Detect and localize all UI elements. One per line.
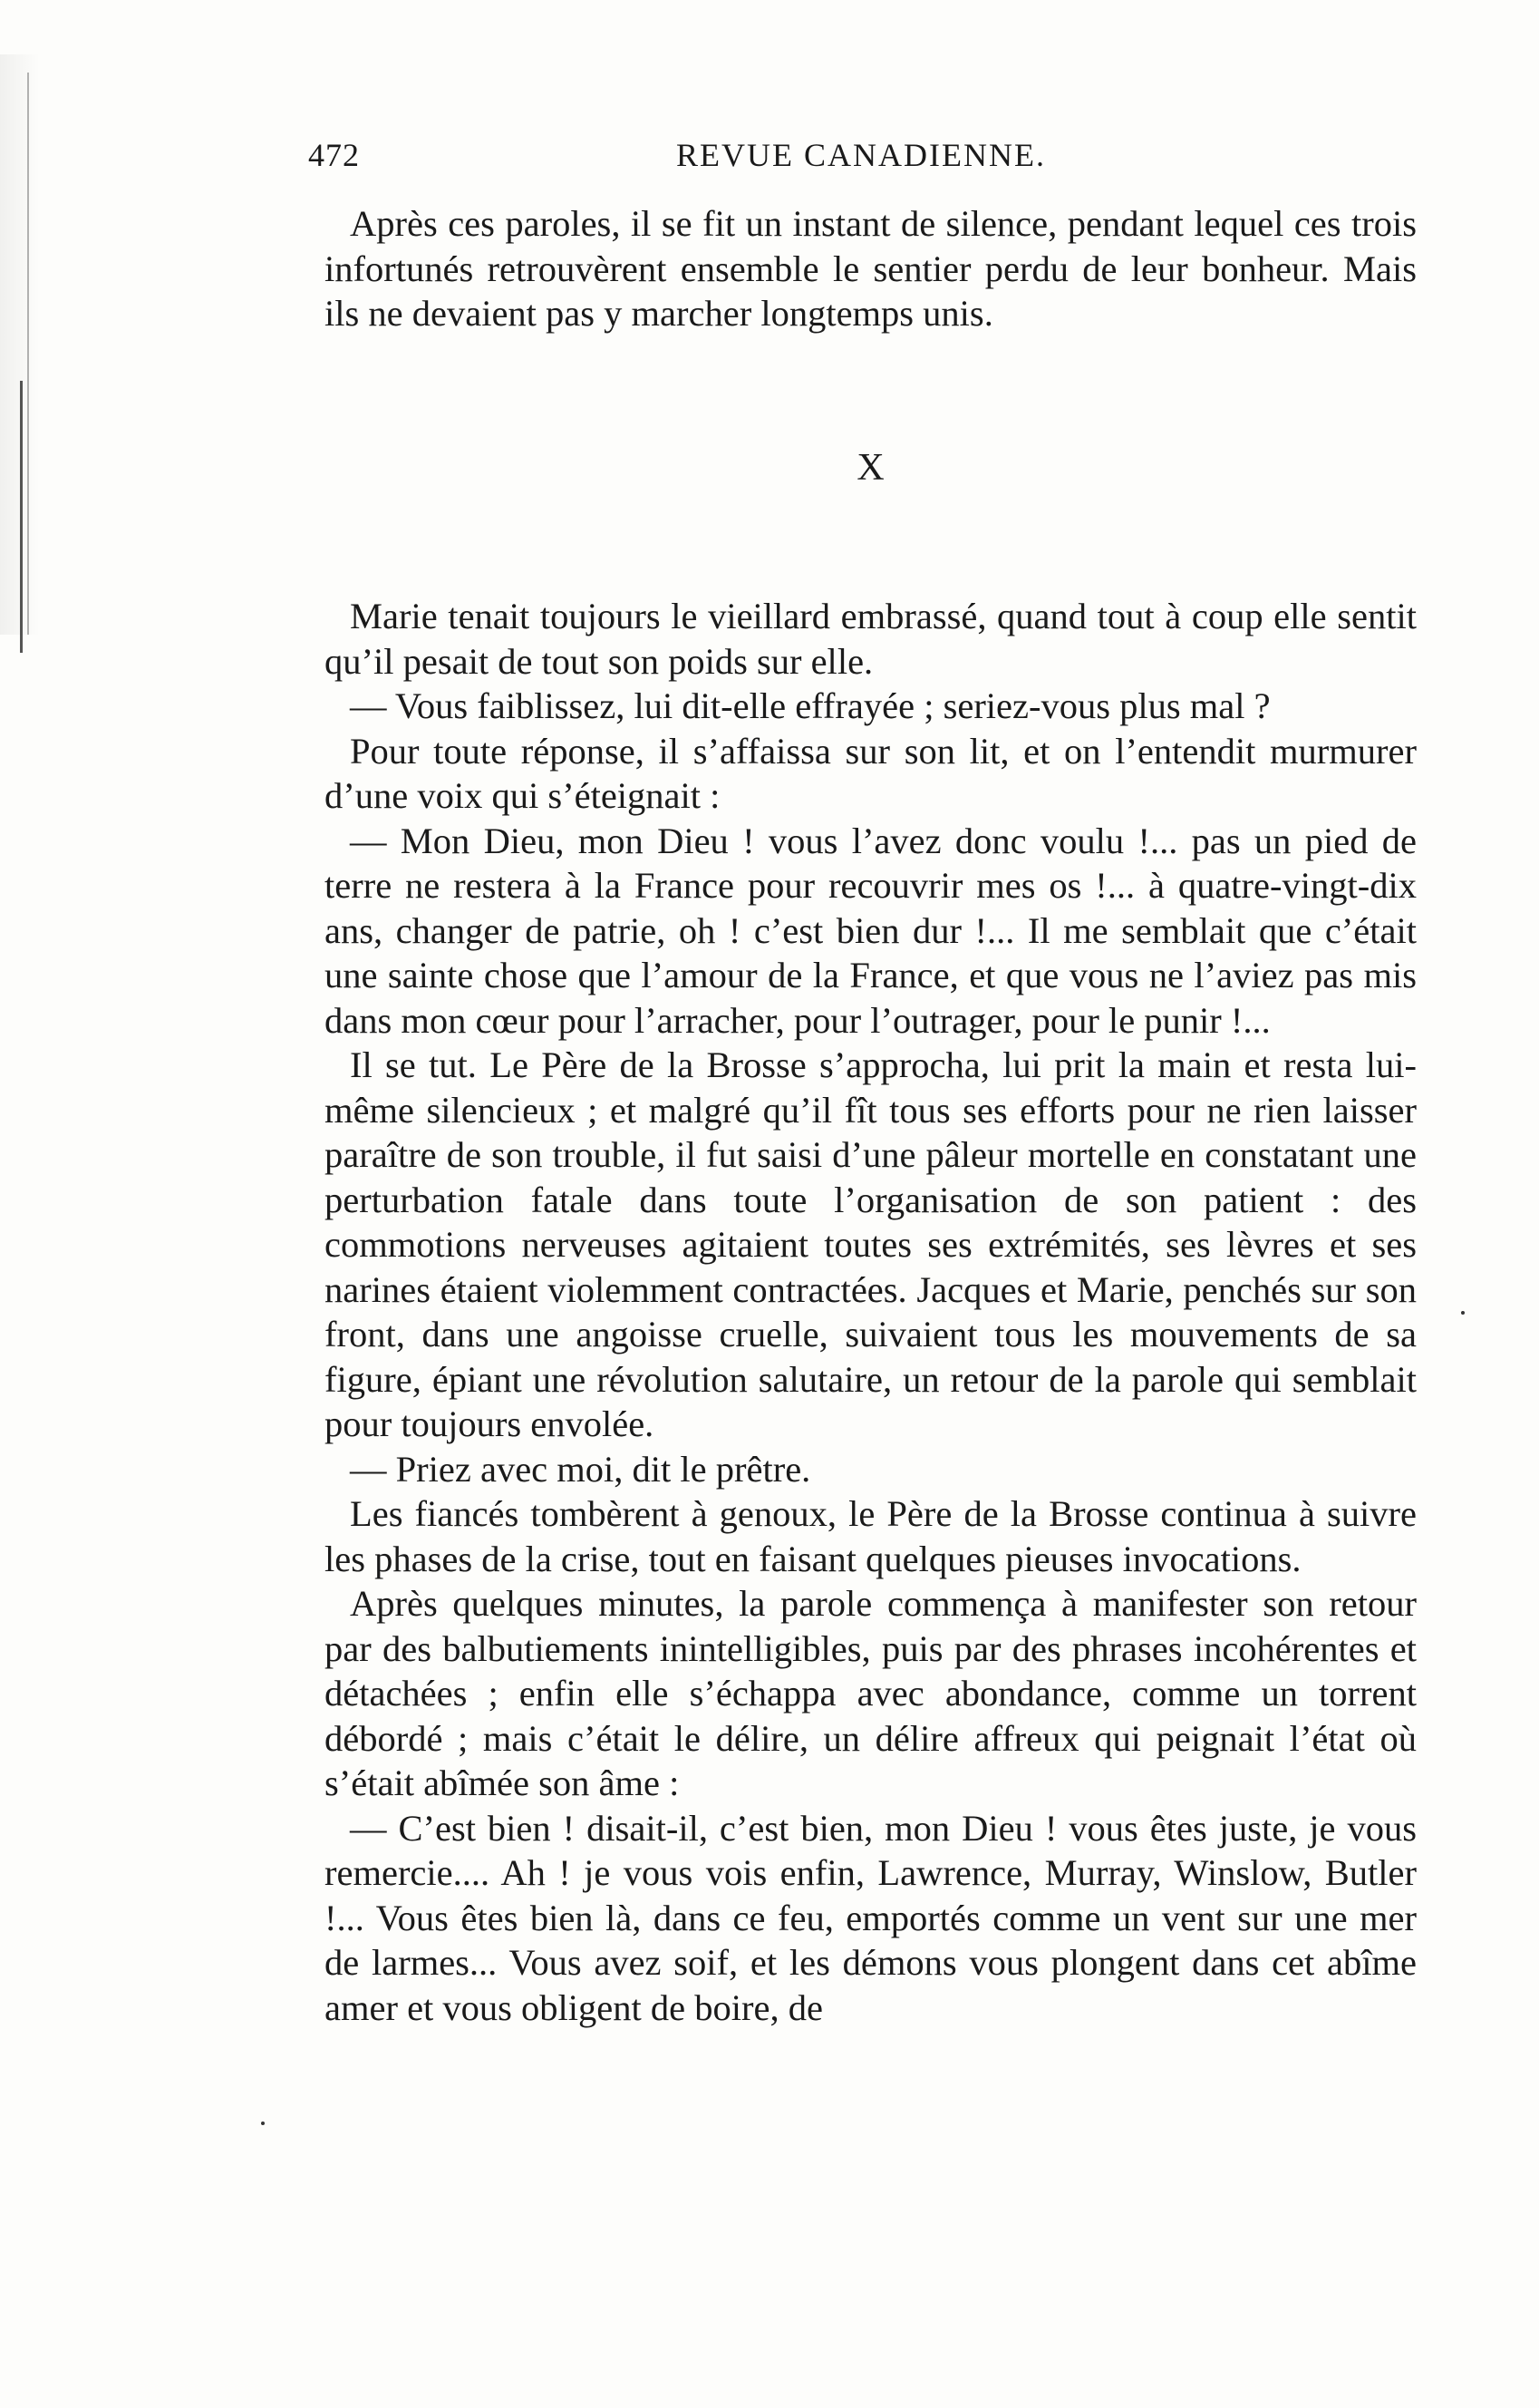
page-header <box>308 136 1414 181</box>
paragraph: — Vous faiblissez, lui dit-elle effrayée ; seriez-vous plus mal ? <box>350 685 1271 726</box>
paragraph: Il se tut. Le Père de la Brosse s’approcha, lui prit la main et resta lui-même silencieux ; et malgré qu’il fît tous ses efforts pour ne rien laisser paraître de son trouble, il fut saisi d’une pâleur mortelle en constatant une perturbation fatale dans toute l’organisation de son patient : des commotions nerveuses agitaient toutes ses extrémités, ses lèvres et ses narines étaient violemment contractées. Jacques et Marie, penchés sur son front, dans une angoisse cruelle, suivaient tous les mouvements de sa figure, épiant une révolution salutaire, un retour de la parole qui semblait pour toujours envolée. <box>324 1044 1417 1444</box>
paragraph: Pour toute réponse, il s’affaissa sur son lit, et on l’entendit murmurer d’une voix qui s’éteignait : <box>324 730 1417 816</box>
paragraph: — Mon Dieu, mon Dieu ! vous l’avez donc voulu !... pas un pied de terre ne restera à la France pour recouvrir mes os !... à quatre-vingt-dix ans, changer de patrie, oh ! c’est bien dur !... Il me semblait que c’était une sainte chose que l’amour de la France, et que vous ne l’aviez pas mis dans mon cœur pour l’arracher, pour l’outrager, pour le punir !... <box>324 820 1417 1041</box>
binding-dark-line <box>20 381 23 653</box>
paragraph: Après ces paroles, il se fit un instant de silence, pendant lequel ces trois infortunés retrouvèrent ensemble le sentier perdu de leur bonheur. Mais ils ne devaient pas y marcher longtemps unis. <box>324 203 1417 334</box>
running-title: REVUE CANADIENNE. <box>676 137 1046 173</box>
ink-speck <box>1461 1311 1465 1315</box>
paragraph: — Priez avec moi, dit le prêtre. <box>350 1448 811 1490</box>
opening-text <box>324 201 1417 336</box>
section-text <box>324 594 1417 2030</box>
ink-speck <box>261 2122 265 2125</box>
paragraph: — C’est bien ! disait-il, c’est bien, mon Dieu ! vous êtes juste, je vous remercie.... Ah ! je vous vois enfin, Lawrence, Murray, Winslow, Butler !... Vous êtes bien là, dans ce feu, emportés comme un vent sur une mer de larmes... Vous avez soif, et les démons vous plongent dans cet abîme amer et vous obligent de boire, de <box>324 1807 1417 2028</box>
paragraph: Après quelques minutes, la parole commença à manifester son retour par des balbutiements inintelligibles, puis par des phrases incohérentes et détachées ; enfin elle s’échappa avec abondance, comme un torrent débordé ; mais c’était le délire, un délire affreux qui peignait l’état où s’était abîmée son âme : <box>324 1583 1417 1803</box>
page-number: 472 <box>308 137 360 173</box>
section-number: X <box>857 447 885 489</box>
paragraph: Les fiancés tombèrent à genoux, le Père de la Brosse continua à suivre les phases de la crise, tout en faisant quelques pieuses invocations. <box>324 1493 1417 1579</box>
paragraph: Marie tenait toujours le vieillard embrassé, quand tout à coup elle sentit qu’il pesait de tout son poids sur elle. <box>324 596 1417 682</box>
binding-edge-line <box>27 73 29 635</box>
